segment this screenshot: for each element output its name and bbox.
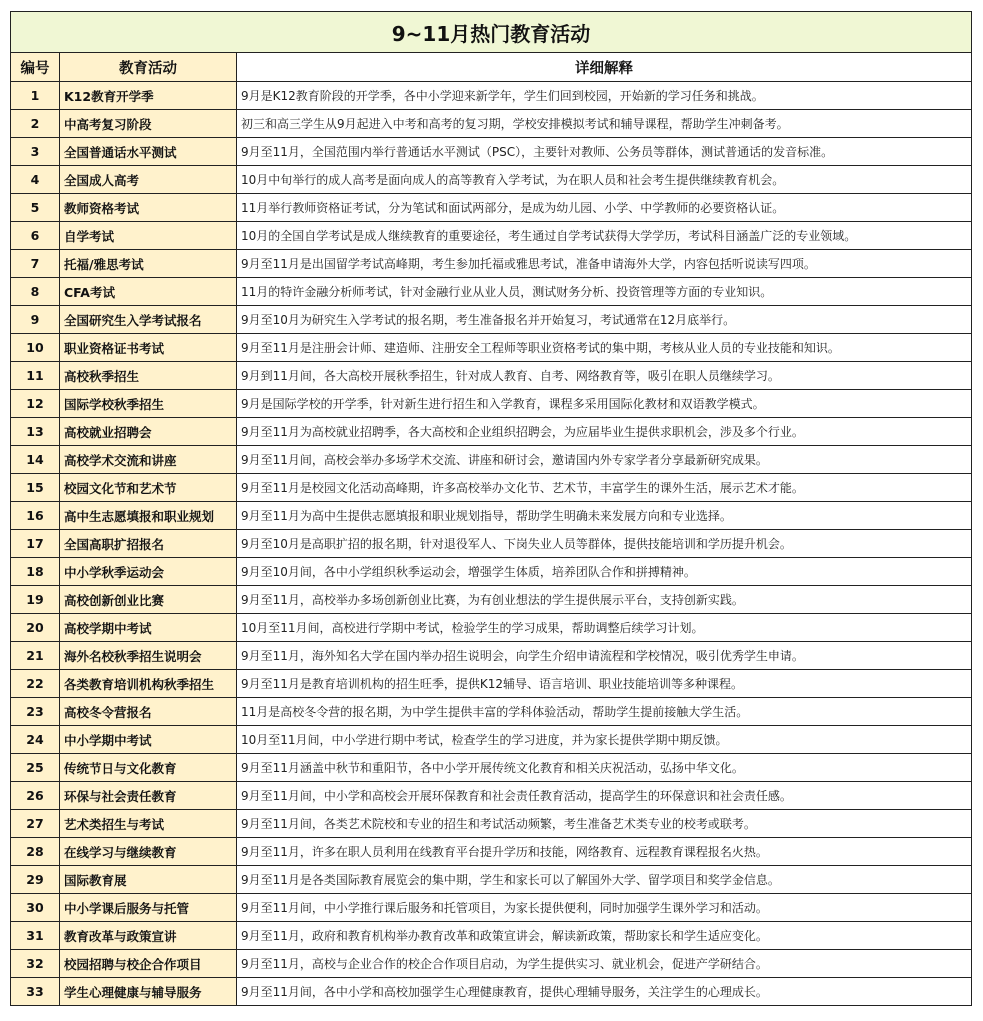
- table-row: [11, 866, 972, 894]
- row-activity-cell: 中高考复习阶段: [60, 110, 237, 138]
- table-row: [11, 698, 972, 726]
- row-detail-cell: 9月至11月，全国范围内举行普通话水平测试（PSC），主要针对教师、公务员等群体，测试普通话的发音标准。: [237, 138, 972, 166]
- row-activity-cell: 高校学期中考试: [60, 614, 237, 642]
- row-number-cell: 29: [11, 866, 60, 894]
- row-number-cell: 28: [11, 838, 60, 866]
- row-activity-cell: 传统节日与文化教育: [60, 754, 237, 782]
- row-number-cell: 22: [11, 670, 60, 698]
- row-detail-cell: 9月至11月是注册会计师、建造师、注册安全工程师等职业资格考试的集中期，考核从业人员的专业技能和知识。: [237, 334, 972, 362]
- row-activity-cell: 教育改革与政策宣讲: [60, 922, 237, 950]
- row-activity-cell: 自学考试: [60, 222, 237, 250]
- row-activity-cell: 教师资格考试: [60, 194, 237, 222]
- row-detail-cell: 9月至11月间，各中小学和高校加强学生心理健康教育，提供心理辅导服务，关注学生的心理成长。: [237, 978, 972, 1006]
- row-number-cell: 24: [11, 726, 60, 754]
- table-row: [11, 614, 972, 642]
- table-row: [11, 670, 972, 698]
- table-row: [11, 894, 972, 922]
- header-detail: 详细解释: [237, 53, 972, 82]
- header-number: 编号: [11, 53, 60, 82]
- table-row: [11, 950, 972, 978]
- table-row: [11, 754, 972, 782]
- row-detail-cell: 9月至11月为高中生提供志愿填报和职业规划指导，帮助学生明确未来发展方向和专业选择。: [237, 502, 972, 530]
- table-row: [11, 82, 972, 110]
- row-activity-cell: 校园招聘与校企合作项目: [60, 950, 237, 978]
- row-detail-cell: 9月至11月，高校举办多场创新创业比赛，为有创业想法的学生提供展示平台，支持创新实践。: [237, 586, 972, 614]
- row-number-cell: 21: [11, 642, 60, 670]
- row-detail-cell: 9月至11月涵盖中秋节和重阳节，各中小学开展传统文化教育和相关庆祝活动，弘扬中华文化。: [237, 754, 972, 782]
- row-activity-cell: 艺术类招生与考试: [60, 810, 237, 838]
- row-detail-cell: 9月至10月是高职扩招的报名期，针对退役军人、下岗失业人员等群体，提供技能培训和学历提升机会。: [237, 530, 972, 558]
- row-number-cell: 1: [11, 82, 60, 110]
- row-number-cell: 18: [11, 558, 60, 586]
- row-number-cell: 13: [11, 418, 60, 446]
- table-row: [11, 810, 972, 838]
- row-number-cell: 26: [11, 782, 60, 810]
- row-activity-cell: 高校创新创业比赛: [60, 586, 237, 614]
- row-number-cell: 10: [11, 334, 60, 362]
- row-detail-cell: 9月至11月间，中小学推行课后服务和托管项目，为家长提供便利，同时加强学生课外学习和活动。: [237, 894, 972, 922]
- row-detail-cell: 11月举行教师资格证考试，分为笔试和面试两部分，是成为幼儿园、小学、中学教师的必要资格认证。: [237, 194, 972, 222]
- row-number-cell: 7: [11, 250, 60, 278]
- row-number-cell: 25: [11, 754, 60, 782]
- row-activity-cell: 中小学课后服务与托管: [60, 894, 237, 922]
- row-number-cell: 9: [11, 306, 60, 334]
- table-row: [11, 474, 972, 502]
- table-row: [11, 306, 972, 334]
- row-detail-cell: 9月至11月是教育培训机构的招生旺季，提供K12辅导、语言培训、职业技能培训等多种课程。: [237, 670, 972, 698]
- row-detail-cell: 9月至11月是校园文化活动高峰期，许多高校举办文化节、艺术节，丰富学生的课外生活，展示艺术才能。: [237, 474, 972, 502]
- row-activity-cell: 托福/雅思考试: [60, 250, 237, 278]
- row-detail-cell: 10月至11月间，中小学进行期中考试，检查学生的学习进度，并为家长提供学期中期反馈。: [237, 726, 972, 754]
- row-number-cell: 8: [11, 278, 60, 306]
- row-detail-cell: 10月的全国自学考试是成人继续教育的重要途径，考生通过自学考试获得大学学历，考试科目涵盖广泛的专业领域。: [237, 222, 972, 250]
- row-detail-cell: 9月到11月间，各大高校开展秋季招生，针对成人教育、自考、网络教育等，吸引在职人员继续学习。: [237, 362, 972, 390]
- row-activity-cell: 全国普通话水平测试: [60, 138, 237, 166]
- table-row: [11, 334, 972, 362]
- row-number-cell: 20: [11, 614, 60, 642]
- table-row: [11, 978, 972, 1006]
- table-row: [11, 110, 972, 138]
- table-row: [11, 194, 972, 222]
- row-activity-cell: 国际学校秋季招生: [60, 390, 237, 418]
- row-number-cell: 11: [11, 362, 60, 390]
- row-activity-cell: 环保与社会责任教育: [60, 782, 237, 810]
- row-number-cell: 23: [11, 698, 60, 726]
- row-number-cell: 19: [11, 586, 60, 614]
- row-number-cell: 2: [11, 110, 60, 138]
- table-row: [11, 782, 972, 810]
- row-detail-cell: 9月至11月，政府和教育机构举办教育改革和政策宣讲会，解读新政策，帮助家长和学生适应变化。: [237, 922, 972, 950]
- row-detail-cell: 11月的特许金融分析师考试，针对金融行业从业人员，测试财务分析、投资管理等方面的专业知识。: [237, 278, 972, 306]
- table-row: [11, 418, 972, 446]
- table-row: [11, 558, 972, 586]
- row-detail-cell: 初三和高三学生从9月起进入中考和高考的复习期，学校安排模拟考试和辅导课程，帮助学生冲刺备考。: [237, 110, 972, 138]
- table-row: [11, 166, 972, 194]
- row-number-cell: 16: [11, 502, 60, 530]
- row-activity-cell: 中小学期中考试: [60, 726, 237, 754]
- row-activity-cell: 全国研究生入学考试报名: [60, 306, 237, 334]
- row-activity-cell: 中小学秋季运动会: [60, 558, 237, 586]
- row-activity-cell: 职业资格证书考试: [60, 334, 237, 362]
- row-activity-cell: K12教育开学季: [60, 82, 237, 110]
- row-activity-cell: CFA考试: [60, 278, 237, 306]
- row-activity-cell: 全国成人高考: [60, 166, 237, 194]
- row-detail-cell: 10月中旬举行的成人高考是面向成人的高等教育入学考试，为在职人员和社会考生提供继续教育机会。: [237, 166, 972, 194]
- row-number-cell: 17: [11, 530, 60, 558]
- row-detail-cell: 9月至11月是出国留学考试高峰期，考生参加托福或雅思考试，准备申请海外大学，内容包括听说读写四项。: [237, 250, 972, 278]
- row-activity-cell: 高校学术交流和讲座: [60, 446, 237, 474]
- row-activity-cell: 高校秋季招生: [60, 362, 237, 390]
- row-number-cell: 5: [11, 194, 60, 222]
- row-activity-cell: 高中生志愿填报和职业规划: [60, 502, 237, 530]
- table-row: [11, 278, 972, 306]
- row-activity-cell: 在线学习与继续教育: [60, 838, 237, 866]
- row-detail-cell: 9月至11月间，中小学和高校会开展环保教育和社会责任教育活动，提高学生的环保意识和社会责任感。: [237, 782, 972, 810]
- row-activity-cell: 校园文化节和艺术节: [60, 474, 237, 502]
- table-row: [11, 390, 972, 418]
- row-detail-cell: 9月至11月间，各类艺术院校和专业的招生和考试活动频繁，考生准备艺术类专业的校考或联考。: [237, 810, 972, 838]
- row-activity-cell: 高校冬令营报名: [60, 698, 237, 726]
- row-detail-cell: 9月至11月间，高校会举办多场学术交流、讲座和研讨会，邀请国内外专家学者分享最新研究成果。: [237, 446, 972, 474]
- row-number-cell: 32: [11, 950, 60, 978]
- row-detail-cell: 9月是国际学校的开学季，针对新生进行招生和入学教育，课程多采用国际化教材和双语教学模式。: [237, 390, 972, 418]
- row-detail-cell: 9月至10月为研究生入学考试的报名期，考生准备报名并开始复习，考试通常在12月底举行。: [237, 306, 972, 334]
- table-row: [11, 222, 972, 250]
- row-detail-cell: 9月至11月，高校与企业合作的校企合作项目启动，为学生提供实习、就业机会，促进产学研结合。: [237, 950, 972, 978]
- table-row: [11, 726, 972, 754]
- row-number-cell: 6: [11, 222, 60, 250]
- row-detail-cell: 9月是K12教育阶段的开学季，各中小学迎来新学年，学生们回到校园，开始新的学习任务和挑战。: [237, 82, 972, 110]
- table-row: [11, 250, 972, 278]
- row-number-cell: 14: [11, 446, 60, 474]
- table-body: [11, 82, 972, 1006]
- row-detail-cell: 9月至11月为高校就业招聘季，各大高校和企业组织招聘会，为应届毕业生提供求职机会，涉及多个行业。: [237, 418, 972, 446]
- row-number-cell: 33: [11, 978, 60, 1006]
- row-activity-cell: 海外名校秋季招生说明会: [60, 642, 237, 670]
- table-row: [11, 642, 972, 670]
- table-row: [11, 586, 972, 614]
- header-activity: 教育活动: [60, 53, 237, 82]
- row-detail-cell: 10月至11月间，高校进行学期中考试，检验学生的学习成果，帮助调整后续学习计划。: [237, 614, 972, 642]
- row-activity-cell: 国际教育展: [60, 866, 237, 894]
- table-row: [11, 138, 972, 166]
- row-detail-cell: 9月至11月是各类国际教育展览会的集中期，学生和家长可以了解国外大学、留学项目和奖学金信息。: [237, 866, 972, 894]
- row-number-cell: 27: [11, 810, 60, 838]
- row-number-cell: 12: [11, 390, 60, 418]
- table-row: [11, 530, 972, 558]
- row-number-cell: 30: [11, 894, 60, 922]
- row-activity-cell: 学生心理健康与辅导服务: [60, 978, 237, 1006]
- row-activity-cell: 全国高职扩招报名: [60, 530, 237, 558]
- row-number-cell: 4: [11, 166, 60, 194]
- table-row: [11, 446, 972, 474]
- row-detail-cell: 9月至10月间，各中小学组织秋季运动会，增强学生体质，培养团队合作和拼搏精神。: [237, 558, 972, 586]
- row-activity-cell: 各类教育培训机构秋季招生: [60, 670, 237, 698]
- table-row: [11, 362, 972, 390]
- row-detail-cell: 9月至11月，许多在职人员利用在线教育平台提升学历和技能，网络教育、远程教育课程报名火热。: [237, 838, 972, 866]
- table-title: 9~11月热门教育活动: [11, 12, 972, 53]
- activity-table: [10, 11, 972, 1006]
- row-detail-cell: 9月至11月，海外知名大学在国内举办招生说明会，向学生介绍申请流程和学校情况，吸引优秀学生申请。: [237, 642, 972, 670]
- table-row: [11, 922, 972, 950]
- row-number-cell: 31: [11, 922, 60, 950]
- row-detail-cell: 11月是高校冬令营的报名期，为中学生提供丰富的学科体验活动，帮助学生提前接触大学生活。: [237, 698, 972, 726]
- table-row: [11, 502, 972, 530]
- row-number-cell: 3: [11, 138, 60, 166]
- row-number-cell: 15: [11, 474, 60, 502]
- table-row: [11, 838, 972, 866]
- row-activity-cell: 高校就业招聘会: [60, 418, 237, 446]
